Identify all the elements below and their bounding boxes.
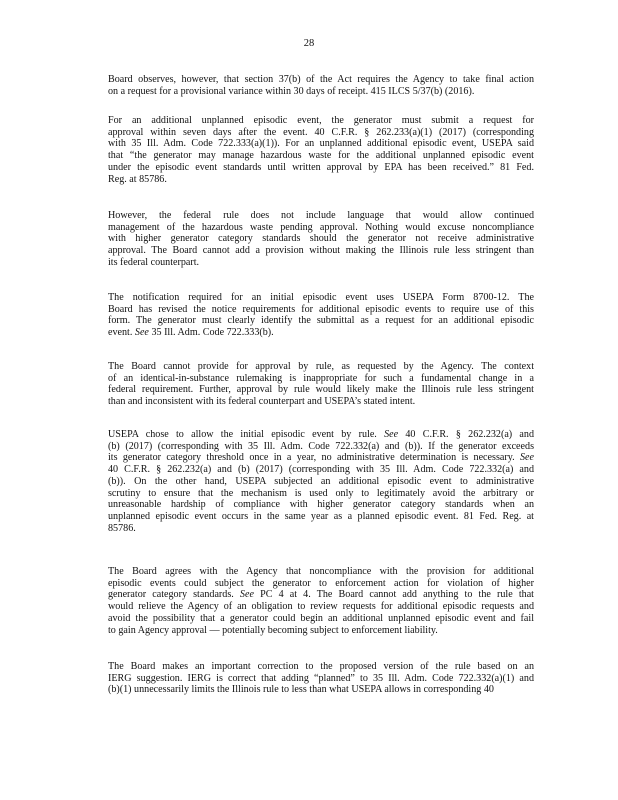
text-line: approval. The Board cannot add a provision without making the Illinois rule less stringent than [108,245,534,257]
text-line: Reg. at 85786. [108,173,167,185]
paragraph-noncompliance-enforcement [74,566,534,636]
text-line: to gain Agency approval — potentially becoming subject to enforcement liability. [108,624,438,636]
text-line: federal requirement. Further, approval by rule would likely make the Illinois rule less stringent [108,384,534,396]
paragraph-notification-form [74,292,534,339]
text-line: its federal counterpart. [108,256,200,268]
paragraph-ierg-correction [74,661,534,696]
text-line: 85786. [108,522,136,534]
paragraph-approval-by-rule [74,361,534,408]
text-line: IERG suggestion. IERG is correct that adding “planned” to 35 Ill. Adm. Code 722.332(a)(1) and [108,672,534,684]
text-line: For an additional unplanned episodic event, the generator must submit a request for [108,115,534,126]
text-line: scrutiny to ensure that the mechanism is used only to legitimately avoid the arbitrary or [108,487,534,499]
page-number: 28 [303,38,315,49]
paragraph-federal-rule-language [74,210,534,269]
text-line: (b) (2017) (corresponding with 35 Ill. Adm. Code 722.332(a) and (b)). If the generator exceeds [108,440,534,452]
text-line: that “the generator may manage hazardous waste for the additional unplanned episodic event [108,150,534,162]
text-line: 40 C.F.R. § 262.232(a) and (b) (2017) (corresponding with 35 Ill. Adm. Code 722.332(a) and [108,464,534,476]
text-line: (b)(1) unnecessarily limits the Illinois rule to less than what USEPA allows in corresponding 40 [108,684,494,696]
text-line: unplanned episodic event occurs in the same year as a planned episodic event. 81 Fed. Reg. at [108,510,534,522]
text-line: under the episodic event standards until written approval by EPA has been received.” 81 Fed. [108,161,534,173]
text-line: USEPA chose to allow the initial episodic event by rule. See 40 C.F.R. § 262.232(a) and [108,429,534,440]
text-line: The notification required for an initial episodic event uses USEPA Form 8700-12. The [108,292,534,303]
text-line: on a request for a provisional variance within 30 days of receipt. 415 ILCS 5/37(b) (2016). [108,85,475,97]
text-line: However, the federal rule does not include language that would allow continued [108,210,534,221]
text-line: form. The generator must clearly identify the submittal as a request for an additional episodic [108,315,534,327]
paragraph-additional-unplanned-event [74,115,534,185]
text-line: (b)). On the other hand, USEPA subjected an additional episodic event to administrative [108,475,534,487]
text-line: unreasonable hardship of compliance with higher generator category standards when an [108,499,534,511]
text-line: approval within seven days after the event. 40 C.F.R. § 262.233(a)(1) (2017) (corresponding [108,126,534,138]
paragraph-section-37b [74,74,534,97]
text-line: with 35 Ill. Adm. Code 722.333(a)(1)). For an unplanned additional episodic event, USEPA said [108,138,534,150]
text-line: than and inconsistent with its federal counterpart and USEPA’s stated intent. [108,396,416,408]
text-line: with higher generator category standards should the generator not receive administrative [108,233,534,245]
text-line: The Board cannot provide for approval by rule, as requested by the Agency. The context [108,361,534,372]
text-line: management of the hazardous waste pending approval. Nothing would excuse noncompliance [108,221,534,233]
text-line: avoid the possibility that a generator could begin an additional unplanned episodic event and fail [108,612,534,624]
text-line: The Board agrees with the Agency that noncompliance with the provision for additional [108,566,534,577]
text-line: The Board makes an important correction to the proposed version of the rule based on an [108,661,534,672]
text-line: would relieve the Agency of an obligation to review requests for additional episodic requests and [108,601,534,613]
text-line: Board observes, however, that section 37(b) of the Act requires the Agency to take final action [108,74,534,85]
text-line: event. See 35 Ill. Adm. Code 722.333(b). [108,327,274,339]
text-line: generator category standards. See PC 4 at 4. The Board cannot add anything to the rule that [108,589,534,601]
text-line: episodic events could subject the generator to enforcement action for violation of higher [108,577,534,589]
text-line: Board has revised the notice requirements for additional episodic events to require use of this [108,303,534,315]
text-line: its generator category threshold once in a year, no administrative determination is necessary. See [108,452,534,464]
paragraph-initial-episodic-event [74,429,534,534]
text-line: of an identical-in-substance rulemaking is inappropriate for such a fundamental change in a [108,372,534,384]
